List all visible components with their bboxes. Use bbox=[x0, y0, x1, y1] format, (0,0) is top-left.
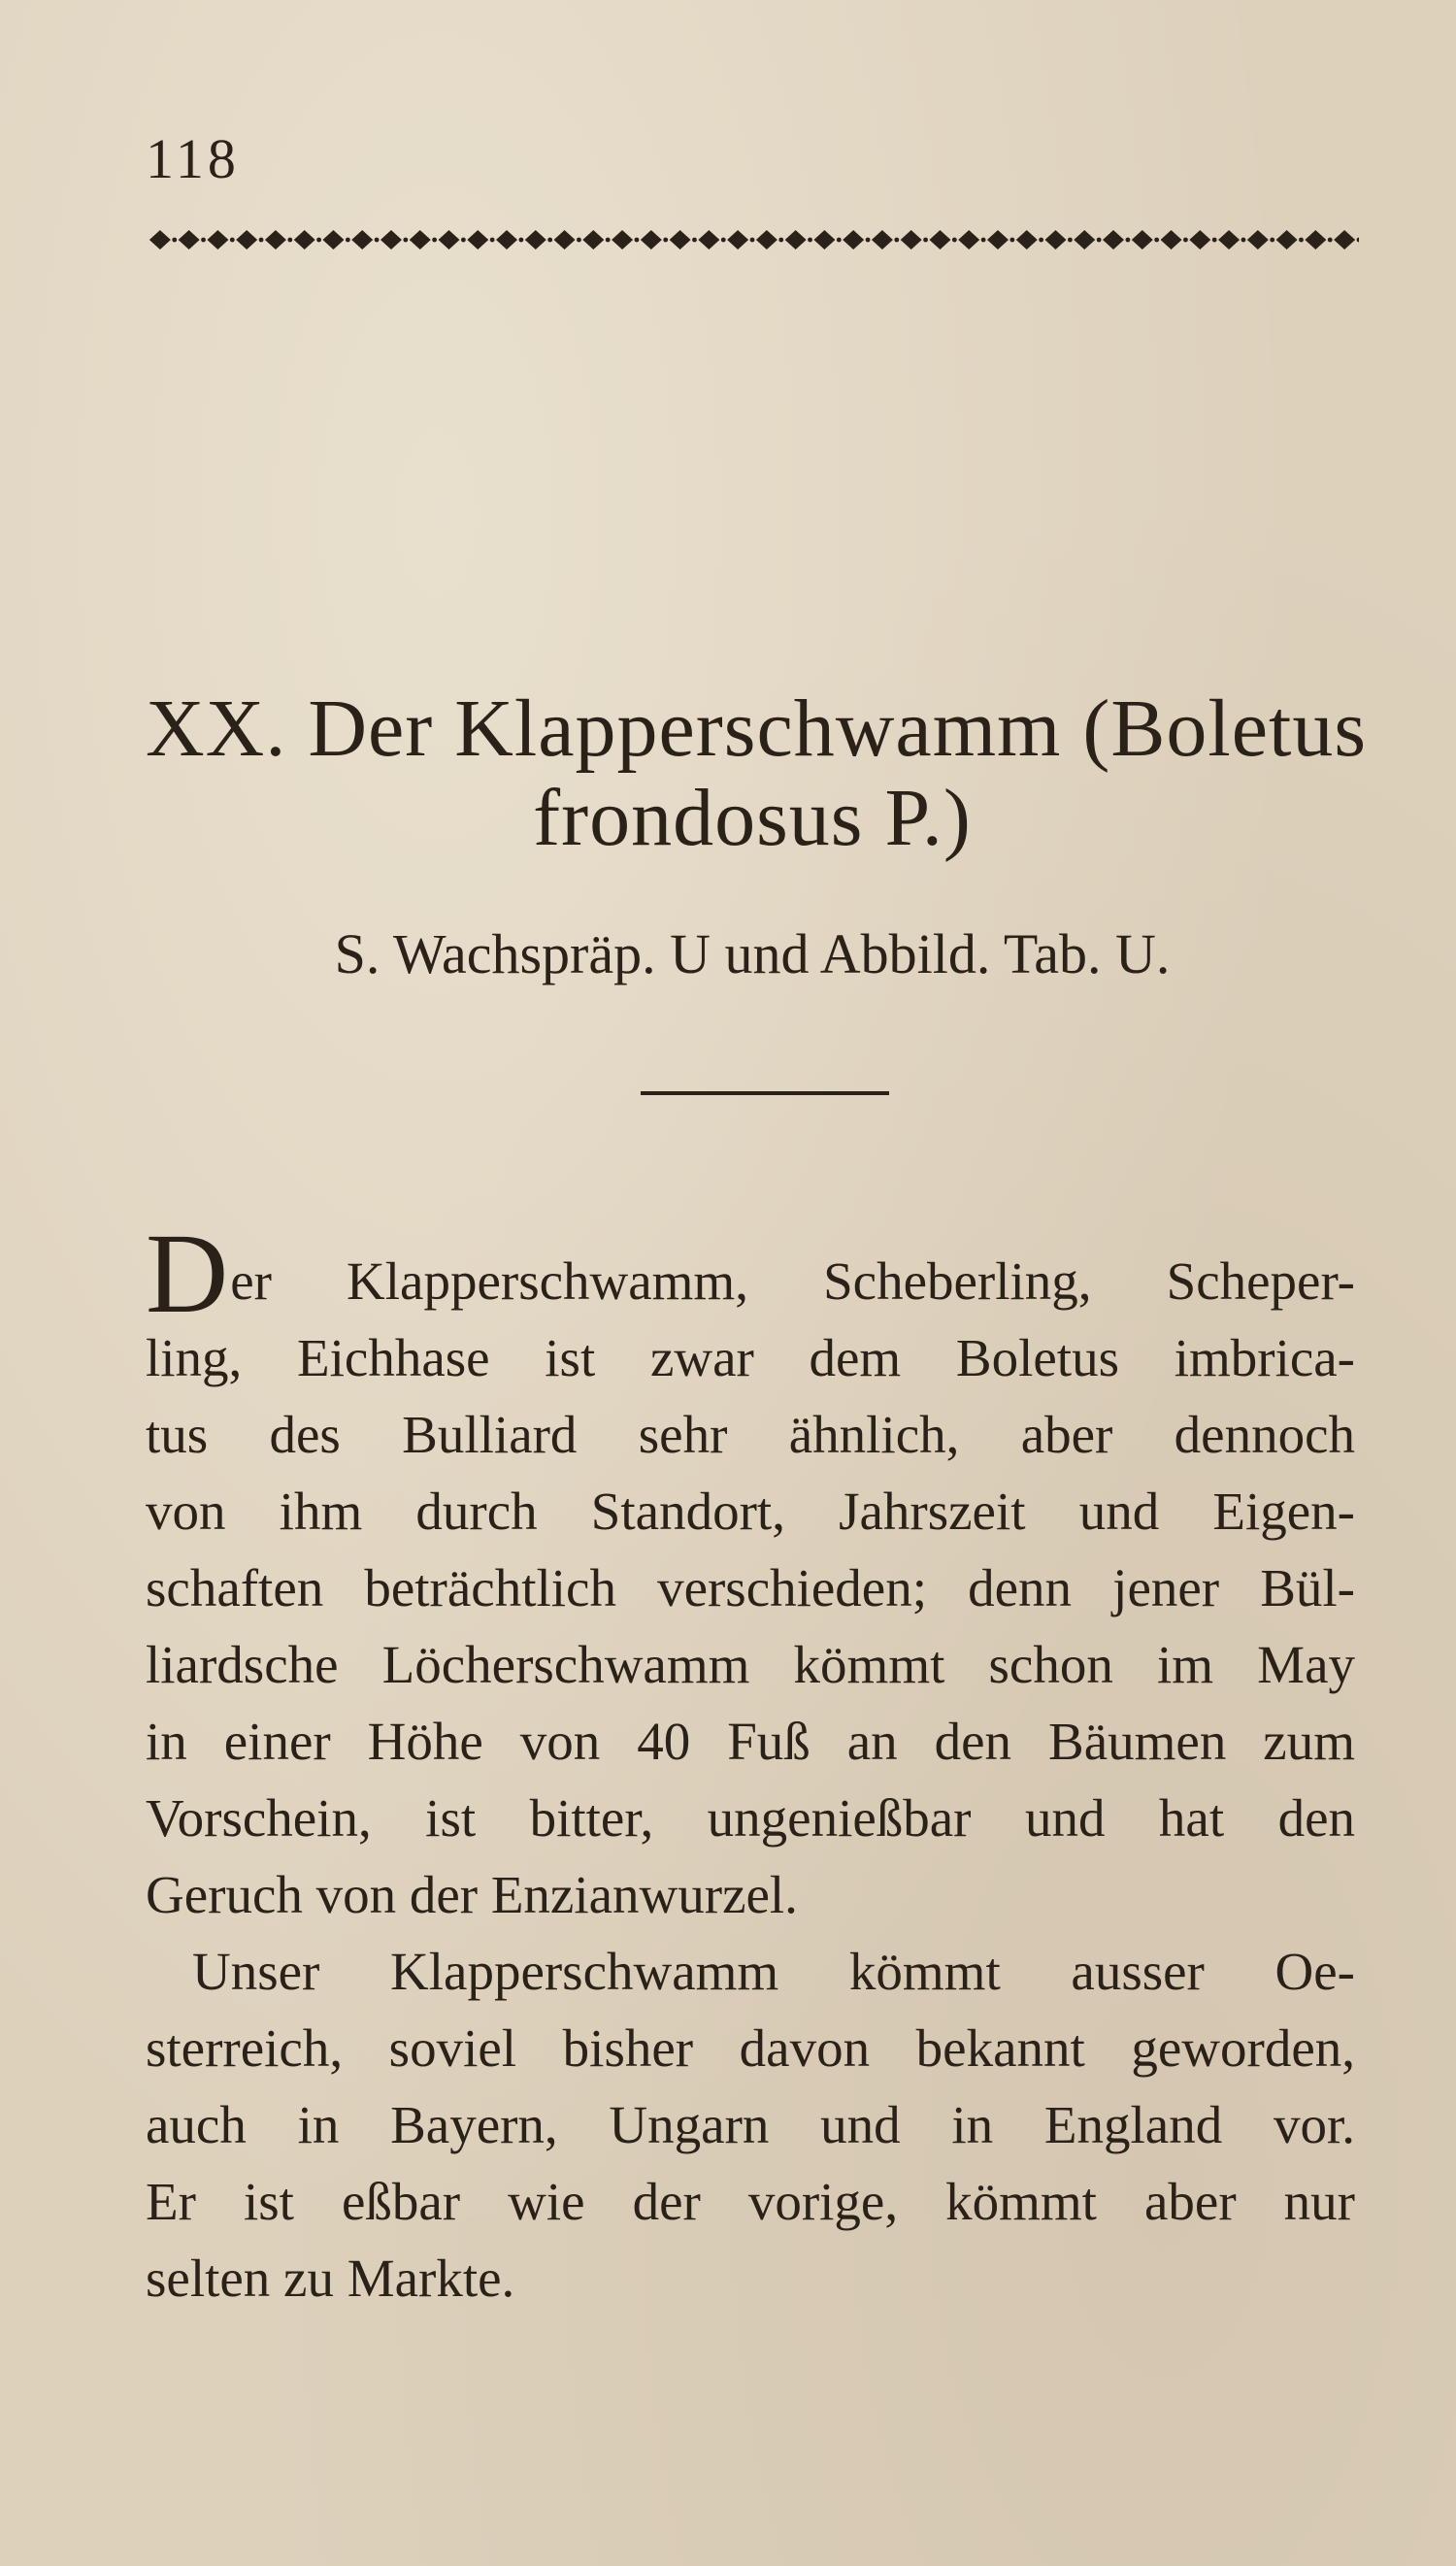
ornament-dot bbox=[259, 238, 264, 243]
paragraph-1-line-3: tus des Bulliard sehr ähnlich, aber dennoch bbox=[146, 1405, 1355, 1464]
ornament-dot bbox=[1241, 238, 1246, 243]
ornament-dot bbox=[606, 238, 611, 243]
ornament-diamond bbox=[322, 230, 344, 250]
ornament-dot bbox=[201, 238, 206, 243]
ornament-diamond bbox=[265, 230, 286, 250]
ornament-diamond bbox=[612, 230, 633, 250]
paragraph-2-line-3: auch in Bayern, Ungarn und in England vor. bbox=[146, 2095, 1355, 2154]
ornament-dot bbox=[894, 238, 899, 243]
specimen-reference: S. Wachspräp. U und Abbild. Tab. U. bbox=[334, 922, 1171, 985]
ornament-dot bbox=[1328, 238, 1333, 243]
ornament-dot bbox=[750, 238, 755, 243]
ornament-dot bbox=[287, 238, 292, 243]
ornament-dot bbox=[778, 238, 783, 243]
paragraph-1-line-5: schaften beträchtlich verschieden; denn jener Bül- bbox=[146, 1558, 1355, 1617]
ornament-diamond bbox=[756, 230, 778, 250]
ornament-dot bbox=[721, 238, 726, 243]
ornament-dot bbox=[837, 238, 842, 243]
ornament-diamond bbox=[236, 230, 257, 250]
ornament-dot bbox=[432, 238, 437, 243]
ornament-diamond bbox=[727, 230, 748, 250]
ornament-diamond bbox=[351, 230, 373, 250]
ornament-dot bbox=[577, 238, 581, 243]
ornament-dot bbox=[230, 238, 235, 243]
paragraph-1-line-6: liardsche Löcherschwamm kömmt schon im May bbox=[146, 1635, 1355, 1694]
ornament-diamond bbox=[1016, 230, 1038, 250]
paragraph-1-line-1 bbox=[146, 1210, 1355, 1337]
decorative-ornament-rule bbox=[146, 225, 1359, 254]
ornament-dot bbox=[1126, 238, 1131, 243]
ornament-diamond bbox=[381, 230, 402, 250]
ornament-dot bbox=[1097, 238, 1102, 243]
ornament-diamond bbox=[785, 230, 807, 250]
page-number: 118 bbox=[146, 127, 240, 190]
ornament-dot bbox=[866, 238, 871, 243]
chapter-title-line-1: XX. Der Klapperschwamm (Boletus bbox=[146, 683, 1368, 774]
ornament-diamond bbox=[525, 230, 546, 250]
ornament-diamond bbox=[1218, 230, 1240, 250]
ornament-dot bbox=[923, 238, 928, 243]
ornament-diamond bbox=[439, 230, 460, 250]
ornament-diamond bbox=[929, 230, 950, 250]
ornament-dot bbox=[1154, 238, 1159, 243]
ornament-dot bbox=[1212, 238, 1217, 243]
paragraph-1-line-8: Vorschein, ist bitter, ungenießbar und hat den bbox=[146, 1788, 1355, 1848]
chapter-title-line-2: frondosus P.) bbox=[533, 773, 972, 863]
ornament-diamond bbox=[958, 230, 979, 250]
ornament-diamond bbox=[410, 230, 431, 250]
paragraph-2-line-5: selten zu Markte. bbox=[146, 2249, 515, 2308]
chapter-title bbox=[146, 683, 1368, 863]
ornament-diamond bbox=[987, 230, 1009, 250]
paragraph-2-line-2: sterreich, soviel bisher davon bekannt geworden, bbox=[146, 2018, 1355, 2078]
ornament-diamond bbox=[1074, 230, 1095, 250]
ornament-diamond bbox=[149, 230, 171, 250]
ornament-diamond bbox=[901, 230, 922, 250]
ornament-dot bbox=[547, 238, 552, 243]
ornament-dot bbox=[375, 238, 380, 243]
ornament-diamond bbox=[872, 230, 893, 250]
ornament-diamond bbox=[1045, 230, 1067, 250]
section-divider bbox=[641, 1091, 889, 1095]
ornament-diamond bbox=[670, 230, 691, 250]
paragraph-1-line-4: von ihm durch Standort, Jahrszeit und Eigen- bbox=[146, 1482, 1355, 1541]
ornament-dot bbox=[316, 238, 321, 243]
ornament-dot bbox=[1183, 238, 1188, 243]
paragraph-1-line-1-text: er Klapperschwamm, Scheberling, Scheper- bbox=[230, 1251, 1355, 1311]
ornament-diamond bbox=[1189, 230, 1210, 250]
ornament-dot bbox=[952, 238, 957, 243]
ornament-dot bbox=[172, 238, 177, 243]
ornament-diamond bbox=[554, 230, 576, 250]
ornament-diamond bbox=[1247, 230, 1269, 250]
ornament-diamond bbox=[1161, 230, 1182, 250]
paragraph-2-line-4: Er ist eßbar wie der vorige, kömmt aber nur bbox=[146, 2172, 1355, 2231]
ornament-dot bbox=[1299, 238, 1304, 243]
ornament-dot bbox=[1357, 238, 1359, 243]
paragraph-1-line-2: ling, Eichhase ist zwar dem Boletus imbrica- bbox=[146, 1328, 1355, 1387]
drop-cap: D bbox=[146, 1210, 229, 1337]
ornament-diamond bbox=[1334, 230, 1355, 250]
ornament-dot bbox=[403, 238, 408, 243]
ornament-dot bbox=[1009, 238, 1014, 243]
ornament-dot bbox=[346, 238, 350, 243]
ornament-dot bbox=[461, 238, 466, 243]
paragraph-1-line-9: Geruch von der Enzianwurzel. bbox=[146, 1865, 798, 1924]
ornament-dot bbox=[490, 238, 495, 243]
ornament-diamond bbox=[1103, 230, 1124, 250]
ornament-dot bbox=[1270, 238, 1274, 243]
ornament-diamond bbox=[294, 230, 315, 250]
ornament-diamond bbox=[843, 230, 864, 250]
ornament-dot bbox=[808, 238, 812, 243]
ornament-diamond bbox=[813, 230, 835, 250]
ornament-dot bbox=[981, 238, 986, 243]
ornament-diamond bbox=[582, 230, 604, 250]
ornament-diamond bbox=[1132, 230, 1153, 250]
ornament-diamond bbox=[698, 230, 719, 250]
ornament-diamond bbox=[1305, 230, 1326, 250]
body-text bbox=[146, 1210, 1355, 2316]
ornament-diamond bbox=[179, 230, 200, 250]
ornament-diamond bbox=[641, 230, 662, 250]
ornament-diamond bbox=[496, 230, 517, 250]
ornament-diamond bbox=[1276, 230, 1298, 250]
ornament-dot bbox=[1068, 238, 1073, 243]
ornament-diamond bbox=[207, 230, 228, 250]
ornament-dot bbox=[663, 238, 668, 243]
ornament-dot bbox=[635, 238, 640, 243]
ornament-dot bbox=[692, 238, 697, 243]
paragraph-2-line-1: Unser Klapperschwamm kömmt ausser Oe- bbox=[192, 1942, 1355, 2001]
ornament-dot bbox=[519, 238, 524, 243]
ornament-dot bbox=[1039, 238, 1043, 243]
ornament-diamond bbox=[467, 230, 488, 250]
paragraph-1-line-7: in einer Höhe von 40 Fuß an den Bäumen zum bbox=[146, 1712, 1355, 1771]
